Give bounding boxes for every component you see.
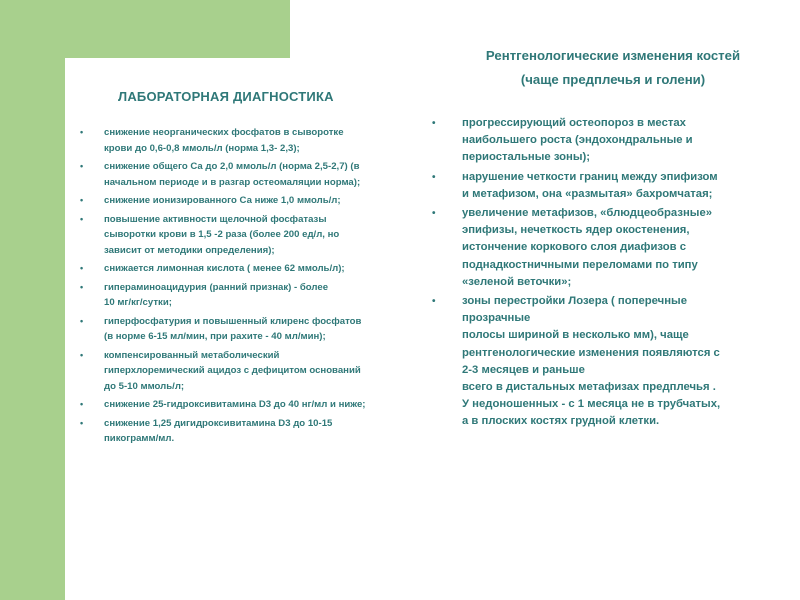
- list-item-text: компенсированный метаболический: [104, 349, 280, 361]
- decorative-green-tab: [65, 0, 290, 58]
- list-item: [432, 169, 777, 203]
- list-item: [80, 159, 400, 190]
- list-item-text: гиперхлоремический ацидоз с дефицитом оснований: [104, 365, 361, 376]
- list-item-text: зоны перестройки Лозера ( поперечные: [462, 295, 687, 308]
- list-item-text: повышение активности щелочной фосфатазы: [104, 213, 327, 225]
- list-item-text: крови до 0,6-0,8 ммоль/л (норма 1,3- 2,3);: [104, 142, 300, 154]
- list-item-text: 2-3 месяцев и раньше: [462, 363, 585, 376]
- decorative-green-strip: [0, 0, 65, 600]
- list-item-text: истончение коркового слоя диафизов с: [462, 241, 686, 254]
- bullet-icon: •: [80, 399, 84, 409]
- right-title-line: Рентгенологические изменения костей: [485, 48, 741, 63]
- list-item-text: до 5-10 ммоль/л;: [104, 380, 185, 392]
- list-item-text: снижение ионизированного Са ниже 1,0 ммоль/л;: [104, 195, 341, 206]
- list-item-text: снижение неорганических фосфатов в сыворотке: [104, 127, 344, 138]
- list-item-text: периостальные зоны);: [462, 151, 591, 164]
- list-item-text: «зеленой веточки»;: [462, 275, 572, 288]
- list-item: [80, 125, 400, 156]
- list-item-text: гипераминоацидурия (ранний признак) - более: [104, 281, 329, 293]
- list-item-text: 10 мг/кг/сутки;: [104, 297, 172, 308]
- list-item: [80, 261, 400, 277]
- list-item-text: полосы шириной в несколько мм), чаще: [462, 329, 689, 342]
- right-section-title: [428, 44, 798, 92]
- list-item: [432, 205, 777, 291]
- list-item-text: (в норме 6-15 мл/мин, при рахите - 40 мл/мин);: [104, 331, 326, 342]
- list-item-text: всего в дистальных метафизах предплечья .: [462, 381, 716, 394]
- bullet-icon: •: [80, 315, 84, 326]
- list-item-text: снижение 1,25 дигидроксивитамина D3 до 10-15: [104, 417, 333, 429]
- bullet-icon: •: [432, 171, 436, 183]
- list-item-text: начальном периоде и в разгар остеомаляции норма);: [104, 176, 361, 188]
- bullet-icon: •: [80, 127, 84, 137]
- bullet-icon: •: [80, 195, 84, 205]
- list-item: [432, 293, 777, 431]
- list-item-text: прозрачные: [462, 312, 531, 325]
- bullet-icon: •: [432, 208, 436, 220]
- list-item-text: снижение общего Са до 2,0 ммоль/л (норма 2,5-2,7) (в: [104, 161, 360, 172]
- list-item: [80, 314, 400, 345]
- list-item-text: и метафизом, она «размытая» бахромчатая;: [462, 187, 713, 200]
- bullet-icon: •: [80, 417, 84, 428]
- decorative-white-corner: [65, 58, 300, 118]
- list-item-text: пикограмм/мл.: [104, 433, 175, 444]
- list-item-text: рентгенологические изменения появляются с: [462, 346, 720, 359]
- list-item: [80, 212, 400, 259]
- list-item-text: нарушение четкости границ между эпифизом: [462, 170, 718, 183]
- bullet-icon: •: [80, 161, 84, 171]
- list-item-text: прогрессирующий остеопороз в местах: [462, 117, 686, 129]
- left-section-title: ЛАБОРАТОРНАЯ ДИАГНОСТИКА: [118, 89, 334, 104]
- list-item-text: У недоношенных - с 1 месяца не в трубчатых,: [462, 398, 721, 411]
- left-bullet-list: [80, 125, 400, 450]
- bullet-icon: •: [432, 118, 436, 129]
- bullet-icon: •: [80, 213, 84, 224]
- list-item: [80, 280, 400, 311]
- bullet-icon: •: [80, 281, 84, 292]
- list-item-text: а в плоских костях грудной клетки.: [462, 415, 660, 428]
- right-title-subline: (чаще предплечья и голени): [520, 72, 706, 87]
- list-item: [80, 397, 400, 413]
- list-item: [432, 115, 777, 167]
- list-item-text: эпифизы, нечеткость ядер окостенения,: [462, 224, 690, 237]
- list-item-text: снижение 25-гидроксивитамина D3 до 40 нг/мл и ниже;: [104, 399, 366, 410]
- list-item-text: снижается лимонная кислота ( менее 62 ммоль/л);: [104, 263, 345, 274]
- bullet-icon: •: [80, 263, 84, 273]
- bullet-icon: •: [80, 349, 84, 360]
- bullet-icon: •: [432, 296, 436, 308]
- list-item-text: зависит от методики определения);: [104, 244, 275, 256]
- list-item-text: гиперфосфатурия и повышенный клиренс фосфатов: [104, 315, 362, 327]
- list-item: [80, 416, 400, 447]
- list-item: [80, 348, 400, 395]
- list-item-text: наибольшего роста (эндохондральные и: [462, 134, 693, 147]
- list-item: [80, 193, 400, 209]
- list-item-text: поднадкостничными переломами по типу: [462, 258, 698, 271]
- list-item-text: увеличение метафизов, «блюдцеобразные»: [462, 207, 713, 220]
- list-item-text: сыворотки крови в 1,5 -2 раза (более 200 ед/л, но: [104, 229, 340, 240]
- right-bullet-list: [432, 115, 777, 433]
